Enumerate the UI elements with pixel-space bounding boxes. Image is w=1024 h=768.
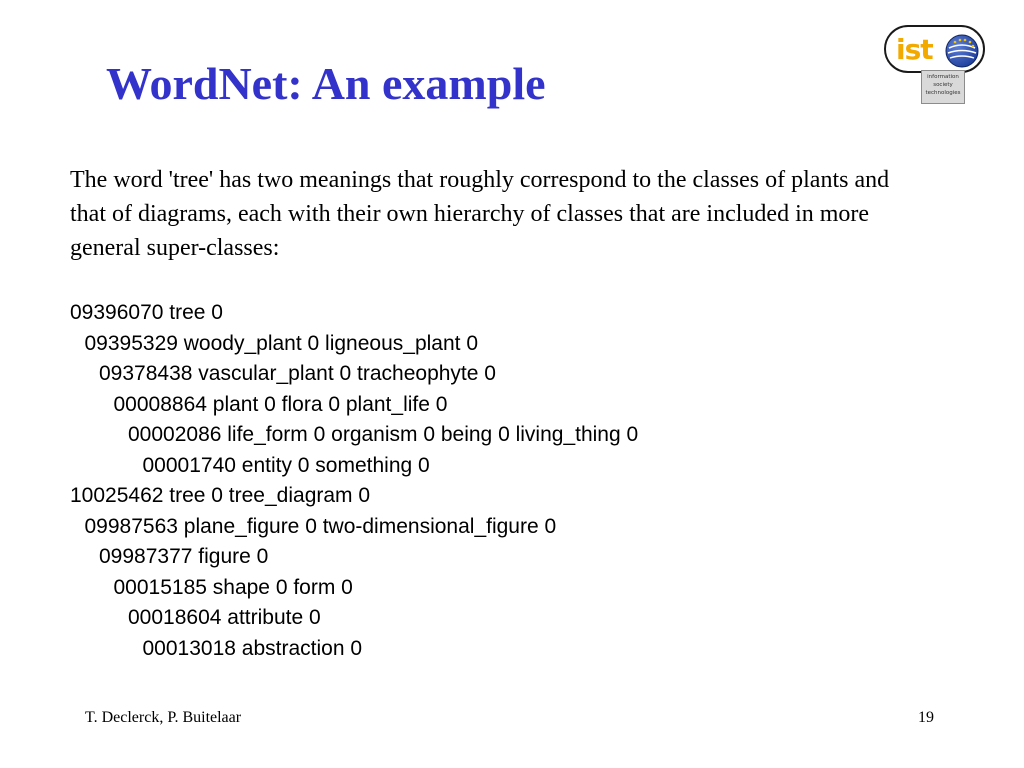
hierarchy-line: 00001740 entity 0 something 0 — [142, 453, 430, 477]
intro-paragraph: The word 'tree' has two meanings that roughly correspond to the classes of plants and that of diagrams, each with their own hierarchy of classes that are included in more general super-classes: — [70, 167, 890, 261]
hierarchy-line: 00018604 attribute 0 — [128, 606, 321, 629]
globe-icon — [944, 33, 980, 69]
logo-wordmark: ist — [896, 33, 933, 66]
footer-authors: T. Declerck, P. Buitelaar — [85, 709, 242, 726]
hierarchy-line: 09378438 vascular_plant 0 tracheophyte 0 — [99, 362, 496, 385]
page-number: 19 — [918, 709, 934, 726]
logo-caption-line: information — [927, 74, 959, 80]
slide-title: WordNet: An example — [106, 58, 546, 109]
logo-caption-line: technologies — [925, 90, 961, 96]
hierarchy-line: 00015185 shape 0 form 0 — [113, 575, 353, 599]
logo-caption-line: society — [933, 82, 953, 88]
hierarchy-line: 09987563 plane_figure 0 two-dimensional_figure 0 — [84, 514, 557, 538]
hierarchy-line: 09395329 woody_plant 0 ligneous_plant 0 — [84, 331, 478, 355]
logo-caption-box — [921, 70, 965, 104]
hierarchy-line: 00002086 life_form 0 organism 0 being 0 living_thing 0 — [128, 423, 639, 446]
hierarchy-line: 09396070 tree 0 — [70, 301, 223, 324]
logo-badge — [884, 25, 985, 73]
hypernym-hierarchy — [70, 298, 638, 664]
hierarchy-line: 00008864 plant 0 flora 0 plant_life 0 — [113, 392, 448, 416]
hierarchy-line: 10025462 tree 0 tree_diagram 0 — [70, 484, 371, 507]
hierarchy-line: 09987377 figure 0 — [99, 545, 269, 568]
hierarchy-line: 00013018 abstraction 0 — [142, 636, 363, 660]
ist-logo — [883, 24, 988, 106]
